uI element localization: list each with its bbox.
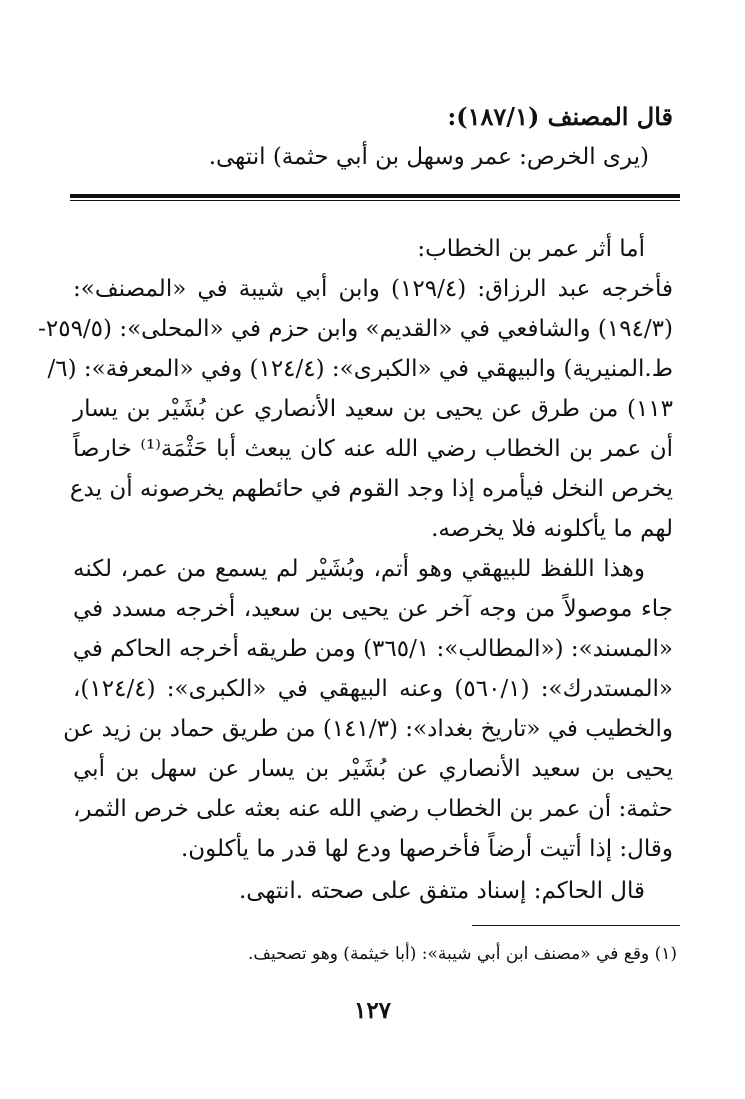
body-line: «المستدرك»: (٥٦٠/١) وعنه البيهقي في «الكبرى»: (١٢٤/٤)، [73,676,673,702]
footnote-divider [472,925,680,926]
body-line: حثمة: أن عمر بن الخطاب رضي الله عنه بعثه على خرص الثمر، [73,796,673,822]
body-line: ١١٣) من طرق عن يحيى بن سعيد الأنصاري عن بُشَيْر بن يسار [73,396,673,422]
footnote: (١) وقع في «مصنف ابن أبي شيبة»: (أبا خيثمة) وهو تصحيف. [247,944,677,964]
body-line: فأخرجه عبد الرزاق: (١٢٩/٤) وابن أبي شيبة في «المصنف»: [73,276,673,302]
header-divider-thin [70,200,680,201]
body-line: لهم ما يأكلونه فلا يخرصه. [431,516,673,542]
body-line: والخطيب في «تاريخ بغداد»: (١٤١/٣) من طريق حماد بن زيد عن [63,716,673,742]
body-line: يخرص النخل فيأمره إذا وجد القوم في حائطهم يخرصونه أن يدع [69,476,673,502]
body-line: أن عمر بن الخطاب رضي الله عنه كان يبعث أبا حَثْمَة⁽¹⁾ خارصاً [73,436,673,462]
body-line: ط.المنيرية) والبيهقي في «الكبرى»: (١٢٤/٤) وفي «المعرفة»: (٦/ [47,356,673,382]
header-divider-thick [70,194,680,198]
body-line: قال الحاكم: إسناد متفق على صحته .انتهى. [238,878,645,904]
section-heading: قال المصنف (١٨٧/١): [447,102,673,131]
body-line: جاء موصولاً من وجه آخر عن يحيى بن سعيد، أخرجه مسدد في [73,596,673,622]
body-line: يحيى بن سعيد الأنصاري عن بُشَيْر بن يسار عن سهل بن أبي [73,756,673,782]
body-line: «المسند»: («المطالب»: ٣٦٥/١) ومن طريقه أخرجه الحاكم في [72,636,673,662]
body-line: أما أثر عمر بن الخطاب: [417,236,645,262]
body-line: وهذا اللفظ للبيهقي وهو أتم، وبُشَيْر لم يسمع من عمر، لكنه [73,556,645,582]
body-line: (١٩٤/٣) والشافعي في «القديم» وابن حزم في «المحلى»: (٢٥٩/٥- [38,316,673,342]
body-line: وقال: إذا أتيت أرضاً فأخرصها ودع لها قدر ما يأكلون. [180,836,673,862]
quoted-text: (يرى الخرص: عمر وسهل بن أبي حثمة) انتهى. [208,144,649,170]
page-number: ١٢٧ [353,997,392,1024]
